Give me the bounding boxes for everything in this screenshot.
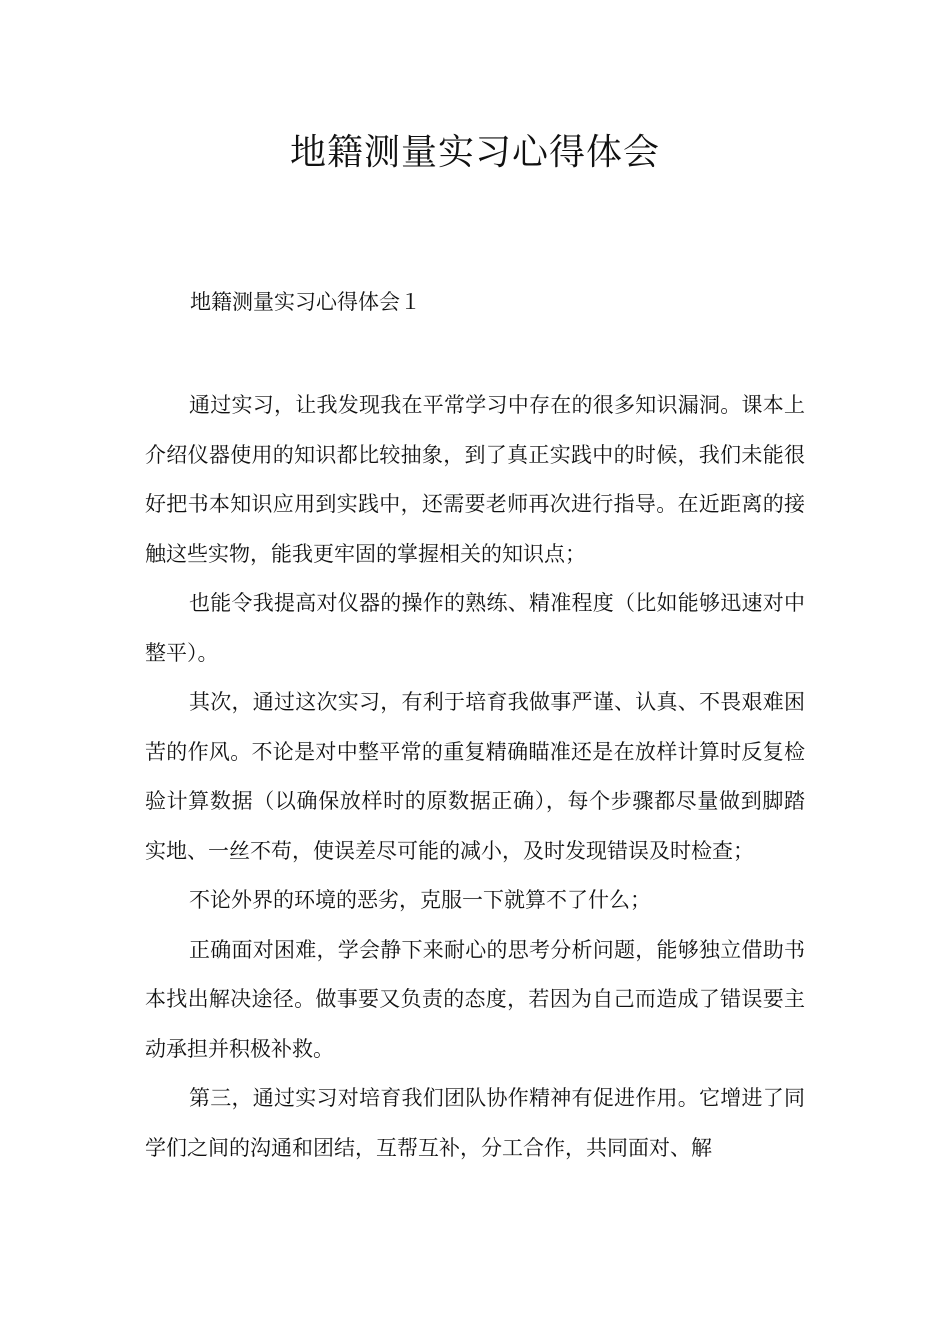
paragraph: 通过实习，让我发现我在平常学习中存在的很多知识漏洞。课本上介绍仪器使用的知识都比较抽象，到了真正实践中的时候，我们未能很好把书本知识应用到实践中，还需要老师再次进行指导。在近距离的接触这些实物，能我更牢固的掌握相关的知识点； [145,393,805,566]
paragraph: 不论外界的环境的恶劣，克服一下就算不了什么； [189,888,651,912]
document-title: 地籍测量实习心得体会 [289,132,660,173]
section-heading: 地籍测量实习心得体会１ [190,290,421,314]
paragraph: 其次，通过这次实习，有利于培育我做事严谨、认真、不畏艰难困苦的作风。不论是对中整平常的重复精确瞄准还是在放样计算时反复检验计算数据（以确保放样时的原数据正确），每个步骤都尽量做到脚踏实地、一丝不苟，使误差尽可能的减小，及时发现错误及时检查； [145,690,805,863]
paragraph: 也能令我提高对仪器的操作的熟练、精准程度（比如能够迅速对中整平）。 [145,591,805,665]
paragraph: 正确面对困难，学会静下来耐心的思考分析问题，能够独立借助书本找出解决途径。做事要又负责的态度，若因为自己而造成了错误要主动承担并积极补救。 [145,937,805,1061]
document-body [145,381,805,1173]
paragraph: 第三，通过实习对培育我们团队协作精神有促进作用。它增进了同学们之间的沟通和团结，互帮互补，分工合作，共同面对、解 [145,1086,805,1160]
